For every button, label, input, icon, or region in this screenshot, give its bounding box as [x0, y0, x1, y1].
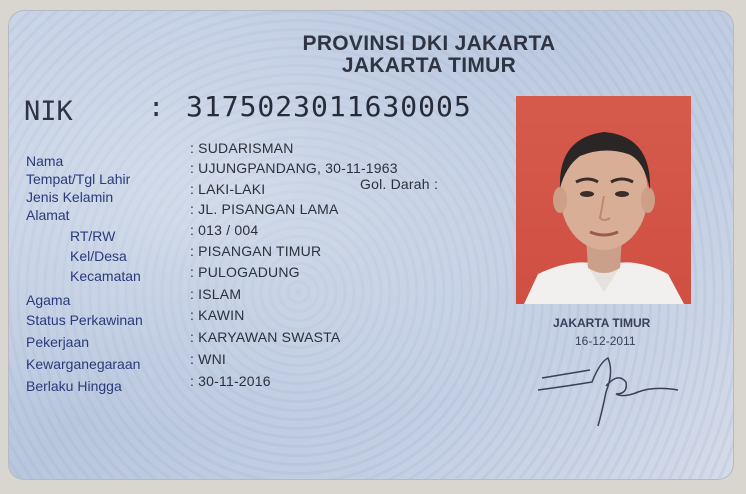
- valid-until-value: : 30-11-2016: [190, 373, 271, 389]
- citizenship-label: Kewarganegaraan: [26, 356, 141, 372]
- citizenship-value: : WNI: [190, 351, 226, 367]
- rtrw-label: RT/RW: [70, 228, 116, 244]
- city-title: JAKARTA TIMUR: [341, 54, 517, 77]
- marital-status-value: : KAWIN: [190, 307, 245, 323]
- religion-value: : ISLAM: [190, 286, 242, 302]
- nik-label: NIK: [24, 96, 73, 127]
- issue-place: JAKARTA TIMUR: [553, 316, 651, 330]
- birth-value: : UJUNGPANDANG, 30-11-1963: [190, 160, 398, 176]
- occupation-label: Pekerjaan: [26, 334, 90, 350]
- birth-label: Tempat/Tgl Lahir: [26, 171, 131, 187]
- address-label: Alamat: [26, 207, 70, 223]
- blood-type-value: :: [434, 176, 439, 192]
- district-label: Kecamatan: [70, 268, 141, 284]
- blood-type-label: Gol. Darah: [360, 176, 430, 192]
- rtrw-value: : 013 / 004: [190, 222, 259, 238]
- name-label: Nama: [26, 153, 64, 169]
- nik-colon: :: [148, 92, 165, 123]
- village-value: : PISANGAN TIMUR: [190, 243, 322, 259]
- address-value: : JL. PISANGAN LAMA: [190, 201, 339, 217]
- signature-icon: [528, 342, 698, 432]
- name-value: : SUDARISMAN: [190, 140, 294, 156]
- village-label: Kel/Desa: [70, 248, 127, 264]
- gender-value: : LAKI-LAKI: [190, 181, 266, 197]
- id-card: [8, 10, 734, 480]
- nik-number: 3175023011630005: [186, 90, 472, 123]
- province-title: PROVINSI DKI JAKARTA: [302, 32, 556, 55]
- marital-status-label: Status Perkawinan: [26, 312, 143, 328]
- occupation-value: : KARYAWAN SWASTA: [190, 329, 341, 345]
- gender-label: Jenis Kelamin: [26, 189, 114, 205]
- religion-label: Agama: [26, 292, 71, 308]
- portrait-photo: [516, 96, 691, 304]
- district-value: : PULOGADUNG: [190, 264, 300, 280]
- valid-until-label: Berlaku Hingga: [26, 378, 122, 394]
- issue-date: 16-12-2011: [575, 334, 636, 348]
